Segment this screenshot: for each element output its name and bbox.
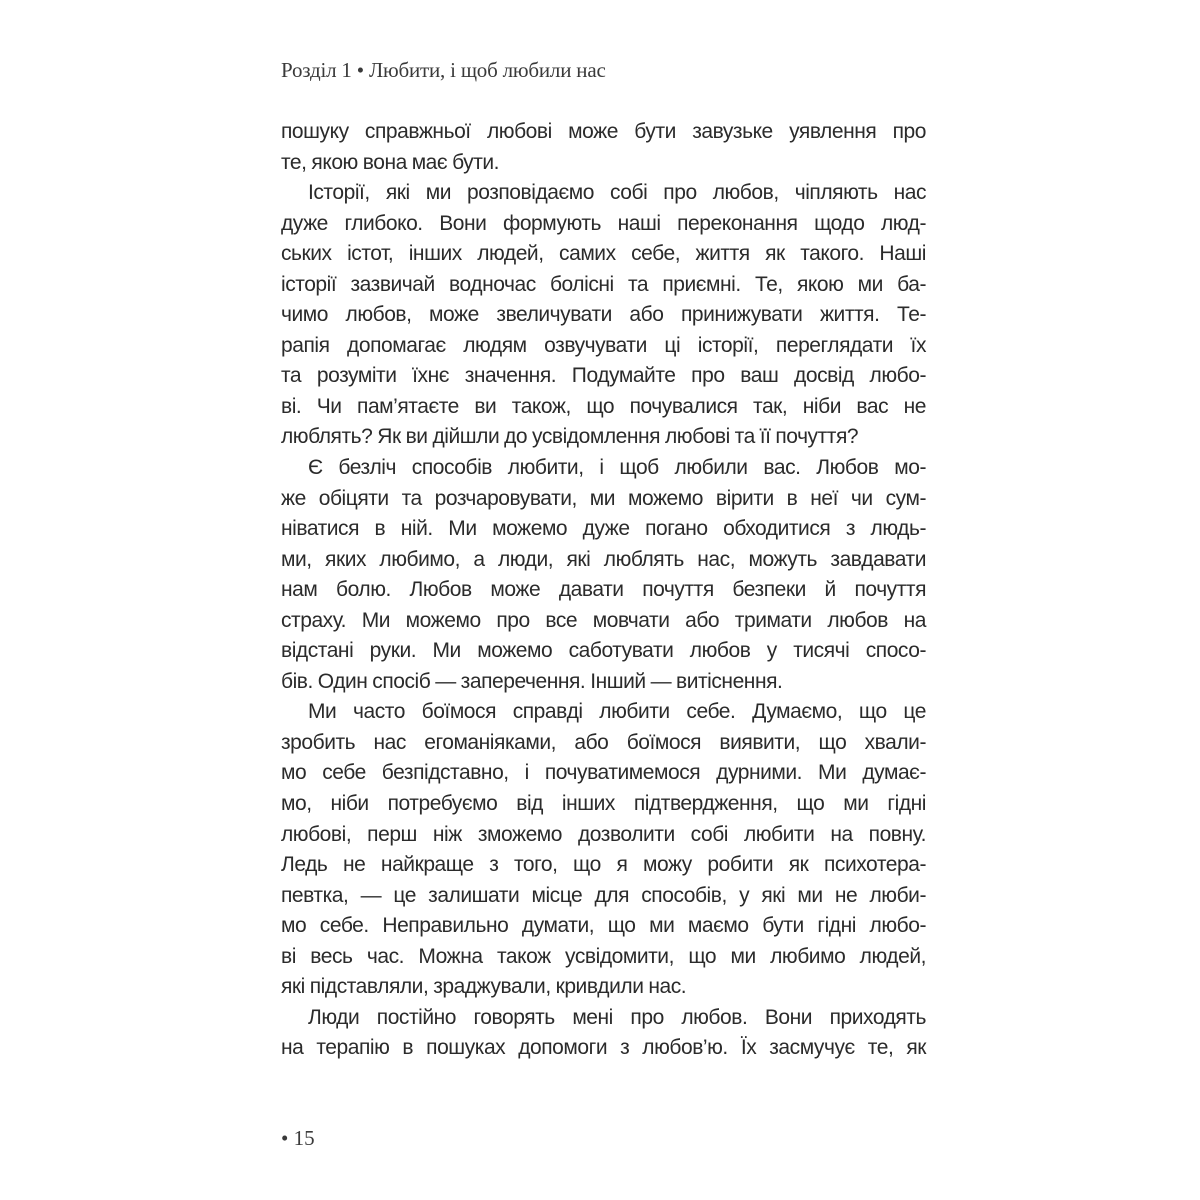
text-line: ві. Чи пам’ятаєте ви також, що почувалися так, ніби вас не [281, 394, 926, 418]
text-line: Люди постійно говорять мені про любов. Вони приходять [308, 1005, 926, 1029]
text-line: же обіцяти та розчаровувати, ми можемо вірити в неї чи сум- [281, 486, 926, 510]
paragraph [281, 178, 926, 453]
text-line: Ледь не найкраще з того, що я можу робити як психотера- [281, 853, 926, 877]
body-text [281, 117, 926, 1064]
text-line: мо себе безпідставно, і почуватимемося дурними. Ми думає- [281, 761, 926, 785]
text-line: бів. Один спосіб — заперечення. Інший — витіснення. [281, 669, 783, 693]
paragraph [281, 1003, 926, 1064]
text-line: ві весь час. Можна також усвідомити, що ми любимо людей, [281, 944, 926, 968]
text-line: дуже глибоко. Вони формують наші переконання щодо люд- [281, 211, 926, 235]
text-line: мо себе. Неправильно думати, що ми маємо бути гідні любо- [281, 914, 926, 938]
text-line: які підставляли, зраджували, кривдили нас. [281, 975, 687, 999]
paragraph [281, 453, 926, 697]
running-head: Розділ 1 • Любити, і щоб любили нас [281, 58, 606, 82]
text-line: ми, яких любимо, а люди, які люблять нас, можуть завдавати [281, 547, 926, 571]
text-line: відстані руки. Ми можемо саботувати любов у тисячі спосо- [281, 639, 926, 663]
text-line: страху. Ми можемо про все мовчати або тримати любов на [281, 608, 926, 632]
paragraph [281, 697, 926, 1002]
text-line: на терапію в пошуках допомоги з любов’ю. Їх засмучує те, як [281, 1036, 926, 1060]
text-line: Ми часто боїмося справді любити себе. Думаємо, що це [308, 700, 926, 724]
text-line: пошуку справжньої любові може бути завузьке уявлення про [281, 120, 926, 143]
text-line: те, якою вона має бути. [281, 150, 500, 174]
text-line: любові, перш ніж зможемо дозволити собі любити на повну. [281, 822, 926, 846]
text-line: чимо любов, може звеличувати або принижувати життя. Те- [281, 303, 926, 327]
text-line: історії зазвичай водночас болісні та приємні. Те, якою ми ба- [281, 272, 926, 296]
page-number: • 15 [281, 1126, 315, 1150]
text-line: Історії, які ми розповідаємо собі про любов, чіпляють нас [308, 181, 926, 205]
text-line: мо, ніби потребуємо від інших підтвердження, що ми гідні [281, 792, 926, 816]
text-line: рапія допомагає людям озвучувати ці історії, переглядати їх [281, 333, 926, 357]
text-line: зробить нас егоманіяками, або боїмося виявити, що хвали- [281, 730, 926, 754]
text-line: люблять? Як ви дійшли до усвідомлення любові та її почуття? [281, 425, 859, 449]
text-line: нам болю. Любов може давати почуття безпеки й почуття [281, 578, 926, 602]
paragraph [281, 117, 926, 178]
text-line: певтка, — це залишати місце для способів, у які ми не люби- [281, 883, 926, 907]
text-line: ніватися в ній. Ми можемо дуже погано обходитися з людь- [281, 517, 926, 541]
text-line: та розуміти їхнє значення. Подумайте про ваш досвід любо- [281, 364, 926, 388]
text-line: ських істот, інших людей, самих себе, життя як такого. Наші [281, 242, 926, 266]
text-line: Є безліч способів любити, і щоб любили вас. Любов мо- [308, 456, 926, 480]
